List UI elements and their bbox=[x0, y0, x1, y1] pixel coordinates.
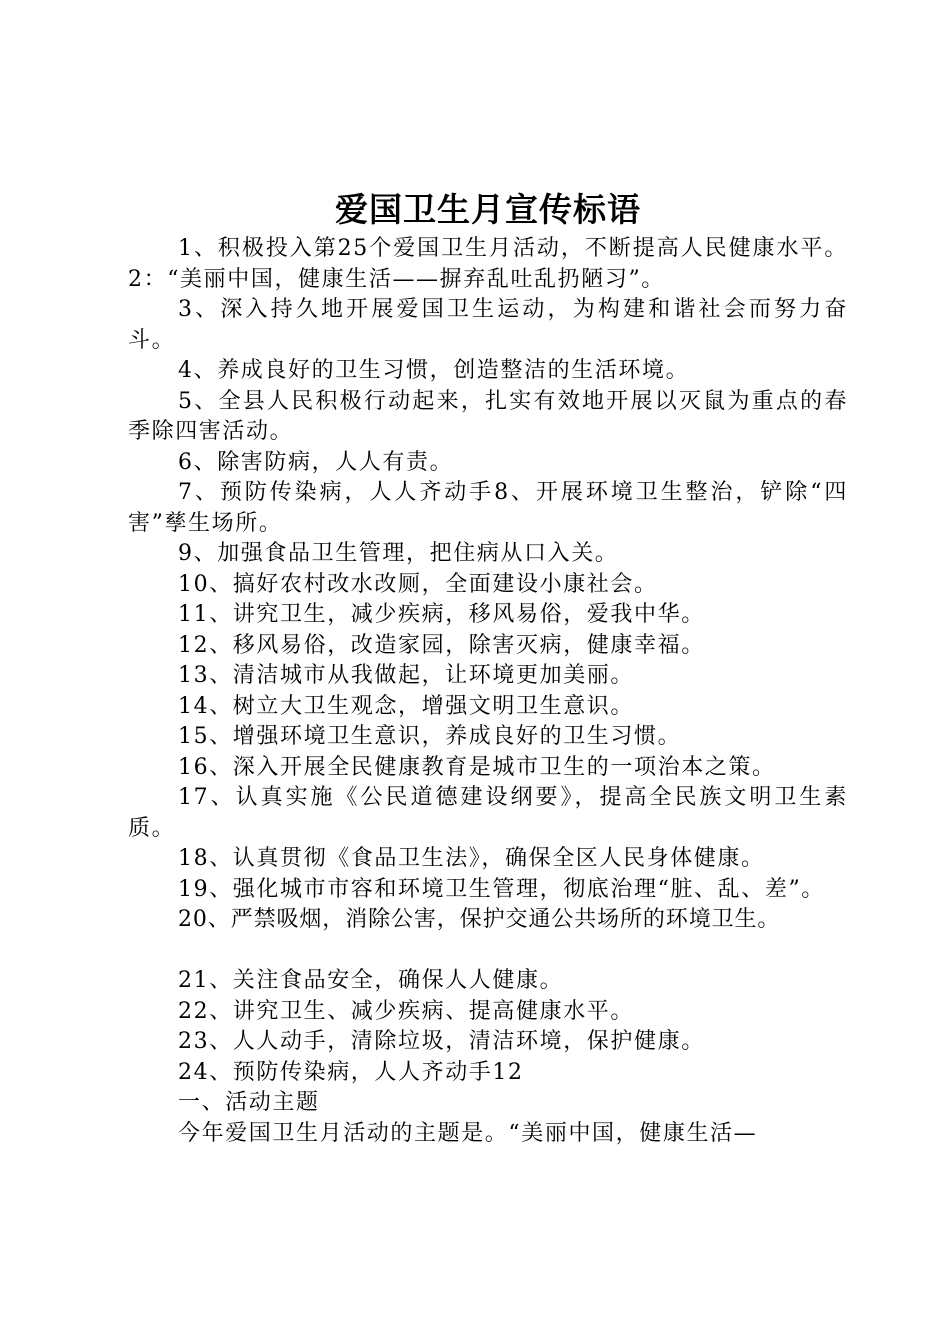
document-title: 爱国卫生月宣传标语 bbox=[335, 190, 641, 229]
slogan-10: 10、搞好农村改水改厕，全面建设小康社会。 bbox=[178, 571, 658, 597]
slogan-7-8: 7、预防传染病，人人齐动手8、开展环境卫生整治，铲除“四害”孳生场所。 bbox=[128, 480, 848, 536]
slogan-9: 9、加强食品卫生管理，把住病从口入关。 bbox=[178, 541, 619, 566]
slogan-6: 6、除害防病，人人有责。 bbox=[178, 449, 454, 475]
document-body bbox=[128, 234, 848, 1149]
slogan-4: 4、养成良好的卫生习惯，创造整洁的生活环境。 bbox=[178, 358, 690, 383]
slogan-24: 24、预防传染病，人人齐动手12 bbox=[178, 1059, 524, 1085]
paragraph-spacer bbox=[128, 936, 848, 967]
slogan-3: 3、深入持久地开展爱国卫生运动，为构建和谐社会而努力奋斗。 bbox=[128, 297, 848, 353]
slogan-21: 21、关注食品安全，确保人人健康。 bbox=[178, 968, 564, 993]
slogan-13: 13、清洁城市从我做起，让环境更加美丽。 bbox=[178, 663, 634, 688]
slogan-12: 12、移风易俗，改造家园，除害灭病，健康幸福。 bbox=[178, 632, 705, 658]
slogan-20: 20、严禁吸烟，消除公害，保护交通公共场所的环境卫生。 bbox=[178, 907, 781, 932]
slogan-16: 16、深入开展全民健康教育是城市卫生的一项治本之策。 bbox=[178, 754, 776, 780]
slogan-17: 17、认真实施《公民道德建设纲要》，提高全民族文明卫生素质。 bbox=[128, 785, 848, 841]
slogan-11: 11、讲究卫生，减少疾病，移风易俗，爱我中华。 bbox=[178, 602, 705, 627]
slogan-22: 22、讲究卫生、减少疾病、提高健康水平。 bbox=[178, 998, 634, 1024]
slogan-19: 19、强化城市市容和环境卫生管理，彻底治理“脏、乱、差”。 bbox=[178, 876, 825, 902]
slogan-5: 5、全县人民积极行动起来，扎实有效地开展以灭鼠为重点的春季除四害活动。 bbox=[128, 388, 848, 444]
section-heading-activity-theme: 一、活动主题 bbox=[178, 1090, 320, 1115]
slogan-14: 14、树立大卫生观念，增强文明卫生意识。 bbox=[178, 693, 634, 719]
slogan-15: 15、增强环境卫生意识，养成良好的卫生习惯。 bbox=[178, 724, 682, 749]
slogan-23: 23、人人动手，清除垃圾，清洁环境，保护健康。 bbox=[178, 1029, 705, 1054]
slogan-1-2: 1、积极投入第25个爱国卫生月活动，不断提高人民健康水平。2：“美丽中国，健康生活——摒弃乱吐乱扔陋习”。 bbox=[128, 236, 848, 292]
activity-theme-text: 今年爱国卫生月活动的主题是。“美丽中国，健康生活— bbox=[178, 1120, 758, 1146]
slogan-18: 18、认真贯彻《食品卫生法》，确保全区人民身体健康。 bbox=[178, 846, 765, 871]
